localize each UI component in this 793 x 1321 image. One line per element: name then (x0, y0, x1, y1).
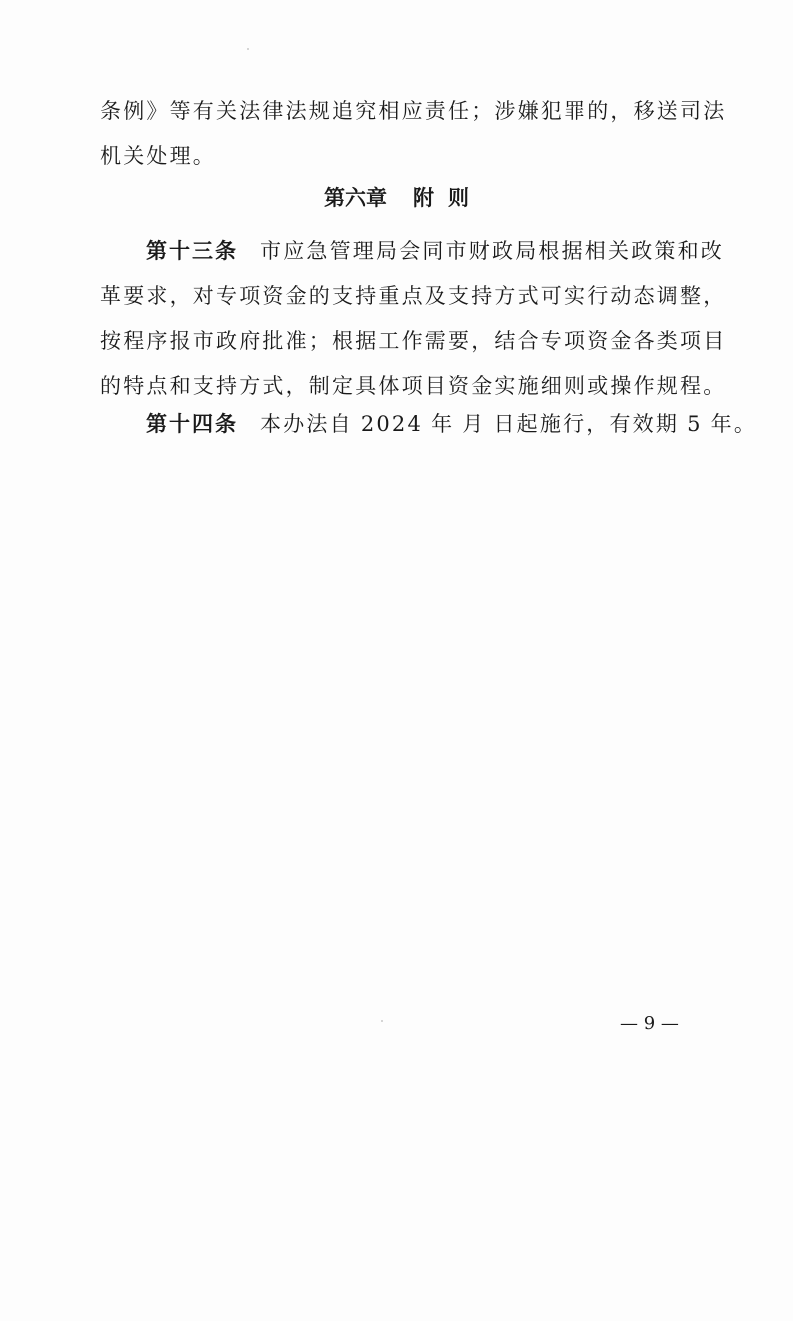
article-text: 本办法自 (260, 412, 353, 436)
article-text: 市应急管理局会同市财政局根据相关政策和改 (260, 239, 724, 263)
article-number: 第十四条 (146, 412, 238, 436)
chapter-title-part: 则 (448, 186, 469, 210)
article-14-line (146, 409, 758, 439)
effective-year: 2024 (360, 412, 424, 436)
page-number: — 9 — (620, 1013, 679, 1034)
article-13-first-line (146, 236, 724, 266)
article-text: 月 (462, 412, 486, 436)
chapter-heading (0, 183, 793, 213)
text-line: 按程序报市政府批准；根据工作需要，结合专项资金各类项目 (100, 329, 727, 353)
article-text: 年 (431, 412, 455, 436)
text-line: 革要求，对专项资金的支持重点及支持方式可实行动态调整， (100, 284, 727, 308)
scan-speck (381, 1020, 383, 1022)
scan-speck (247, 48, 249, 50)
article-text: 年。 (710, 412, 758, 436)
text-line: 的特点和支持方式，制定具体项目资金实施细则或操作规程。 (100, 374, 727, 398)
text-line: 条例》等有关法律法规追究相应责任；涉嫌犯罪的，移送司法 (100, 99, 727, 123)
chapter-number: 第六章 (324, 186, 387, 210)
article-text: 日起施行，有效期 (493, 412, 680, 436)
validity-years: 5 (687, 412, 703, 436)
text-line: 机关处理。 (100, 144, 216, 168)
article-number: 第十三条 (146, 239, 238, 263)
chapter-title-part: 附 (413, 186, 434, 210)
